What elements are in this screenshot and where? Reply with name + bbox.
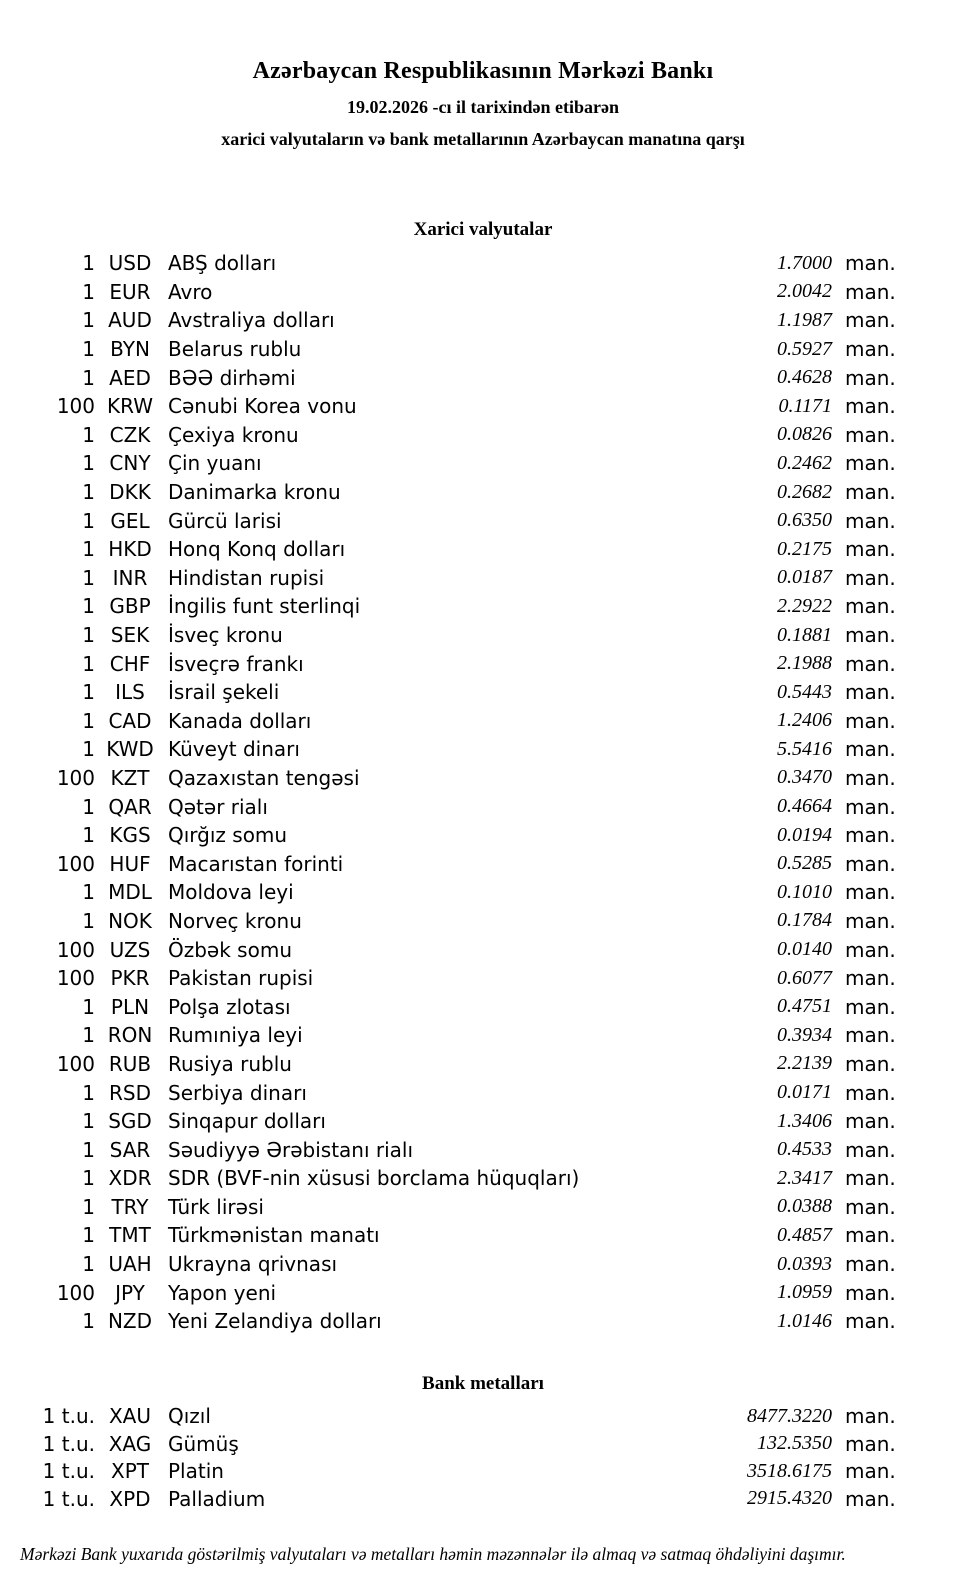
currency-name: SDR (BVF-nin xüsusi borclama hüquqları): [168, 1166, 580, 1191]
unit-label: man.: [845, 623, 896, 648]
currency-name: İsrail şekeli: [168, 680, 280, 705]
table-row: [0, 1458, 966, 1486]
unit-label: man.: [845, 1051, 896, 1076]
quantity: 1: [82, 337, 95, 362]
currency-name: Cənubi Korea vonu: [168, 394, 357, 419]
quantity: 1 t.u.: [42, 1459, 95, 1484]
currency-name: Səudiyyə Ərəbistanı rialı: [168, 1137, 414, 1162]
currency-code: KWD: [106, 737, 154, 762]
currency-code: UAH: [108, 1252, 152, 1277]
rate-value: 2915.4320: [747, 1487, 832, 1510]
table-row: [0, 392, 966, 421]
currency-code: ILS: [115, 680, 145, 705]
currency-name: Danimarka kronu: [168, 480, 341, 505]
rate-value: 1.0959: [777, 1281, 832, 1304]
currency-code: XDR: [108, 1166, 152, 1191]
rate-value: 0.0388: [777, 1195, 832, 1218]
currency-name: Serbiya dinarı: [168, 1080, 307, 1105]
table-row: [0, 678, 966, 707]
rate-value: 0.2682: [777, 480, 832, 503]
table-row: [0, 1221, 966, 1250]
currency-code: CHF: [109, 651, 151, 676]
quantity: 100: [56, 851, 95, 876]
quantity: 1: [82, 365, 95, 390]
quantity: 1: [82, 1309, 95, 1334]
table-row: [0, 1278, 966, 1307]
quantity: 1: [82, 623, 95, 648]
quantity: 1 t.u.: [42, 1431, 95, 1456]
quantity: 1: [82, 794, 95, 819]
rate-value: 0.4664: [777, 795, 832, 818]
unit-label: man.: [845, 1166, 896, 1191]
quantity: 1: [82, 565, 95, 590]
quantity: 1: [82, 651, 95, 676]
rate-value: 0.1881: [777, 623, 832, 646]
currency-code: BYN: [110, 337, 150, 362]
document-header: [0, 0, 966, 152]
quantity: 1: [82, 1109, 95, 1134]
currency-code: KRW: [107, 394, 153, 419]
quantity: 100: [56, 394, 95, 419]
table-row: [0, 1193, 966, 1222]
unit-label: man.: [845, 1431, 896, 1456]
currency-name: Sinqapur dolları: [168, 1109, 326, 1134]
currency-code: KZT: [110, 765, 150, 790]
currency-name: Türk lirəsi: [168, 1194, 264, 1219]
currency-name: Ukrayna qrivnası: [168, 1252, 338, 1277]
quantity: 1: [82, 908, 95, 933]
rate-value: 0.4857: [777, 1223, 832, 1246]
currency-name: İsveç kronu: [168, 623, 283, 648]
table-row: [0, 449, 966, 478]
quantity: 1 t.u.: [42, 1404, 95, 1429]
table-row: [0, 964, 966, 993]
currency-name: Honq Konq dolları: [168, 537, 346, 562]
metals-table: [0, 1403, 966, 1513]
currency-name: Gürcü larisi: [168, 508, 282, 533]
currency-code: JPY: [115, 1280, 145, 1305]
table-row: [0, 764, 966, 793]
rate-value: 3518.6175: [747, 1459, 832, 1482]
table-row: [0, 1107, 966, 1136]
metal-code: XAG: [108, 1431, 152, 1456]
table-row: [0, 535, 966, 564]
currency-name: Belarus rublu: [168, 337, 302, 362]
quantity: 1: [82, 737, 95, 762]
unit-label: man.: [845, 908, 896, 933]
rate-value: 0.6077: [777, 966, 832, 989]
currency-name: Özbək somu: [168, 937, 292, 962]
unit-label: man.: [845, 1194, 896, 1219]
unit-label: man.: [845, 1223, 896, 1248]
currency-code: CNY: [109, 451, 151, 476]
table-row: [0, 735, 966, 764]
currency-name: ABŞ dolları: [168, 251, 277, 276]
unit-label: man.: [845, 651, 896, 676]
rate-value: 0.3470: [777, 766, 832, 789]
quantity: 1: [82, 680, 95, 705]
table-row: [0, 478, 966, 507]
unit-label: man.: [845, 251, 896, 276]
currency-code: SAR: [109, 1137, 151, 1162]
table-row: [0, 249, 966, 278]
currency-name: Rusiya rublu: [168, 1051, 292, 1076]
unit-label: man.: [845, 823, 896, 848]
quantity: 1: [82, 823, 95, 848]
rate-value: 0.1010: [777, 880, 832, 903]
unit-label: man.: [845, 1252, 896, 1277]
currency-code: DKK: [109, 480, 151, 505]
currency-name: İngilis funt sterlinqi: [168, 594, 361, 619]
currency-name: Qətər rialı: [168, 794, 268, 819]
currency-code: AUD: [108, 308, 152, 333]
rate-value: 2.3417: [777, 1166, 832, 1189]
quantity: 1: [82, 994, 95, 1019]
currency-code: INR: [112, 565, 148, 590]
table-row: [0, 1403, 966, 1431]
currency-code: GBP: [109, 594, 151, 619]
rate-value: 0.6350: [777, 509, 832, 532]
table-row: [0, 992, 966, 1021]
effective-date-line: 19.02.2026 -cı il tarixindən etibarən: [347, 97, 619, 117]
quantity: 1: [82, 508, 95, 533]
rate-value: 0.2175: [777, 537, 832, 560]
quantity: 1: [82, 1137, 95, 1162]
rate-value: 1.7000: [777, 251, 832, 274]
currency-name: Hindistan rupisi: [168, 565, 325, 590]
unit-label: man.: [845, 966, 896, 991]
table-row: [0, 1250, 966, 1279]
unit-label: man.: [845, 1459, 896, 1484]
table-row: [0, 506, 966, 535]
metal-name: Palladium: [168, 1486, 266, 1511]
table-row: [0, 1307, 966, 1336]
quantity: 1: [82, 251, 95, 276]
quantity: 100: [56, 765, 95, 790]
rate-value: 2.0042: [777, 280, 832, 303]
currency-code: SGD: [108, 1109, 152, 1134]
table-row: [0, 306, 966, 335]
quantity: 1: [82, 1023, 95, 1048]
table-row: [0, 335, 966, 364]
unit-label: man.: [845, 480, 896, 505]
footer-note: Mərkəzi Bank yuxarıda göstərilmiş valyutaları və metalları həmin məzənnələr ilə almaq və satmaq öhdəliyini daşımır.: [20, 1543, 846, 1564]
rate-value: 2.2922: [777, 594, 832, 617]
table-row: [0, 592, 966, 621]
quantity: 1: [82, 1252, 95, 1277]
metal-code: XPT: [111, 1459, 149, 1484]
quantity: 1: [82, 422, 95, 447]
unit-label: man.: [845, 880, 896, 905]
quantity: 1: [82, 1166, 95, 1191]
currency-code: RUB: [108, 1051, 152, 1076]
unit-label: man.: [845, 279, 896, 304]
metal-code: XPD: [109, 1486, 151, 1511]
rate-value: 0.0187: [777, 566, 832, 589]
table-row: [0, 1164, 966, 1193]
metals-section-heading: Bank metalları: [422, 1372, 544, 1394]
rate-value: 1.1987: [777, 308, 832, 331]
rate-value: 0.1171: [778, 394, 832, 417]
currency-code: TMT: [109, 1223, 151, 1248]
rate-value: 0.0140: [777, 938, 832, 961]
currency-code: QAR: [108, 794, 152, 819]
rate-value: 1.2406: [777, 709, 832, 732]
unit-label: man.: [845, 594, 896, 619]
currency-code: TRY: [111, 1194, 149, 1219]
table-row: [0, 1078, 966, 1107]
unit-label: man.: [845, 994, 896, 1019]
rate-value: 0.0171: [777, 1081, 832, 1104]
currency-name: Yeni Zelandiya dolları: [168, 1309, 382, 1334]
table-row: [0, 363, 966, 392]
table-row: [0, 649, 966, 678]
unit-label: man.: [845, 1137, 896, 1162]
quantity: 100: [56, 966, 95, 991]
rate-value: 5.5416: [777, 737, 832, 760]
unit-label: man.: [845, 422, 896, 447]
table-row: [0, 1050, 966, 1079]
currency-name: Kanada dolları: [168, 708, 312, 733]
metal-code: XAU: [108, 1404, 152, 1429]
currency-name: Rumıniya leyi: [168, 1023, 303, 1048]
scope-line: xarici valyutaların və bank metallarının Azərbaycan manatına qarşı: [221, 129, 745, 149]
unit-label: man.: [845, 565, 896, 590]
rate-value: 132.5350: [757, 1432, 832, 1455]
rate-value: 1.0146: [777, 1309, 832, 1332]
currencies-section-heading: Xarici valyutalar: [413, 219, 553, 240]
currency-name: Norveç kronu: [168, 908, 302, 933]
table-row: [0, 621, 966, 650]
rate-value: 0.5285: [777, 852, 832, 875]
currency-name: Yapon yeni: [168, 1280, 277, 1305]
currency-code: NOK: [108, 908, 152, 933]
quantity: 1: [82, 1194, 95, 1219]
table-row: [0, 1485, 966, 1513]
unit-label: man.: [845, 1280, 896, 1305]
quantity: 1: [82, 537, 95, 562]
rate-value: 8477.3220: [747, 1404, 832, 1427]
table-row: [0, 564, 966, 593]
quantity: 100: [56, 1280, 95, 1305]
page-title: Azərbaycan Respublikasının Mərkəzi Bankı: [252, 58, 714, 84]
currency-name: Macarıstan forinti: [168, 851, 344, 876]
table-row: [0, 792, 966, 821]
rate-value: 0.1784: [777, 909, 832, 932]
unit-label: man.: [845, 937, 896, 962]
unit-label: man.: [845, 365, 896, 390]
unit-label: man.: [845, 1109, 896, 1134]
currency-name: Küveyt dinarı: [168, 737, 300, 762]
currency-name: Avro: [168, 279, 213, 304]
currency-name: Moldova leyi: [168, 880, 294, 905]
currency-code: USD: [108, 251, 152, 276]
rate-value: 0.5443: [777, 680, 832, 703]
rate-value: 0.4751: [777, 995, 832, 1018]
unit-label: man.: [845, 537, 896, 562]
currency-name: İsveçrə frankı: [168, 651, 304, 676]
metal-name: Gümüş: [168, 1431, 239, 1456]
unit-label: man.: [845, 394, 896, 419]
unit-label: man.: [845, 337, 896, 362]
table-row: [0, 1135, 966, 1164]
currency-name: Qazaxıstan tengəsi: [168, 765, 360, 790]
quantity: 1: [82, 308, 95, 333]
quantity: 1: [82, 880, 95, 905]
table-row: [0, 821, 966, 850]
currency-code: EUR: [109, 279, 151, 304]
rate-value: 1.3406: [777, 1109, 832, 1132]
unit-label: man.: [845, 708, 896, 733]
currency-code: RON: [107, 1023, 153, 1048]
quantity: 1: [82, 1223, 95, 1248]
currency-code: NZD: [107, 1309, 153, 1334]
metal-name: Qızıl: [168, 1404, 211, 1429]
currency-code: PLN: [110, 994, 150, 1019]
unit-label: man.: [845, 451, 896, 476]
rate-value: 2.1988: [777, 652, 832, 675]
table-row: [0, 421, 966, 450]
table-row: [0, 907, 966, 936]
quantity: 1: [82, 594, 95, 619]
rate-value: 2.2139: [777, 1052, 832, 1075]
currency-code: UZS: [109, 937, 151, 962]
currency-code: HKD: [108, 537, 152, 562]
currency-code: CZK: [109, 422, 151, 447]
table-row: [0, 1430, 966, 1458]
unit-label: man.: [845, 794, 896, 819]
currency-name: Avstraliya dolları: [168, 308, 335, 333]
currency-code: GEL: [110, 508, 150, 533]
currency-name: Polşa zlotası: [168, 994, 291, 1019]
unit-label: man.: [845, 1309, 896, 1334]
currency-code: SEK: [110, 623, 150, 648]
currency-name: Türkmənistan manatı: [168, 1223, 380, 1248]
currencies-table: [0, 249, 966, 1336]
quantity: 1: [82, 1080, 95, 1105]
unit-label: man.: [845, 508, 896, 533]
rate-value: 0.0393: [777, 1252, 832, 1275]
quantity: 1: [82, 279, 95, 304]
unit-label: man.: [845, 737, 896, 762]
currency-code: MDL: [108, 880, 152, 905]
rate-value: 0.0194: [777, 823, 832, 846]
currency-code: RSD: [109, 1080, 151, 1105]
currency-code: KGS: [109, 823, 151, 848]
quantity: 1 t.u.: [42, 1486, 95, 1511]
currency-name: Qırğız somu: [168, 823, 288, 848]
currency-name: Pakistan rupisi: [168, 966, 314, 991]
table-row: [0, 878, 966, 907]
quantity: 100: [56, 937, 95, 962]
unit-label: man.: [845, 308, 896, 333]
table-row: [0, 707, 966, 736]
unit-label: man.: [845, 765, 896, 790]
quantity: 1: [82, 451, 95, 476]
rate-value: 0.5927: [777, 337, 832, 360]
quantity: 1: [82, 708, 95, 733]
table-row: [0, 278, 966, 307]
currency-name: BƏƏ dirhəmi: [168, 365, 296, 390]
table-row: [0, 1021, 966, 1050]
quantity: 1: [82, 480, 95, 505]
rate-value: 0.4533: [777, 1138, 832, 1161]
currency-code: CAD: [108, 708, 152, 733]
rate-value: 0.2462: [777, 451, 832, 474]
rate-value: 0.0826: [777, 423, 832, 446]
table-row: [0, 849, 966, 878]
currency-code: AED: [109, 365, 151, 390]
currency-code: PKR: [110, 966, 150, 991]
rate-value: 0.3934: [777, 1023, 832, 1046]
rate-value: 0.4628: [777, 366, 832, 389]
currency-name: Çexiya kronu: [168, 422, 299, 447]
quantity: 100: [56, 1051, 95, 1076]
unit-label: man.: [845, 1404, 896, 1429]
table-row: [0, 935, 966, 964]
unit-label: man.: [845, 851, 896, 876]
currency-name: Çin yuanı: [168, 451, 262, 476]
currency-code: HUF: [109, 851, 151, 876]
unit-label: man.: [845, 1486, 896, 1511]
metal-name: Platin: [168, 1459, 224, 1484]
unit-label: man.: [845, 1023, 896, 1048]
unit-label: man.: [845, 680, 896, 705]
unit-label: man.: [845, 1080, 896, 1105]
